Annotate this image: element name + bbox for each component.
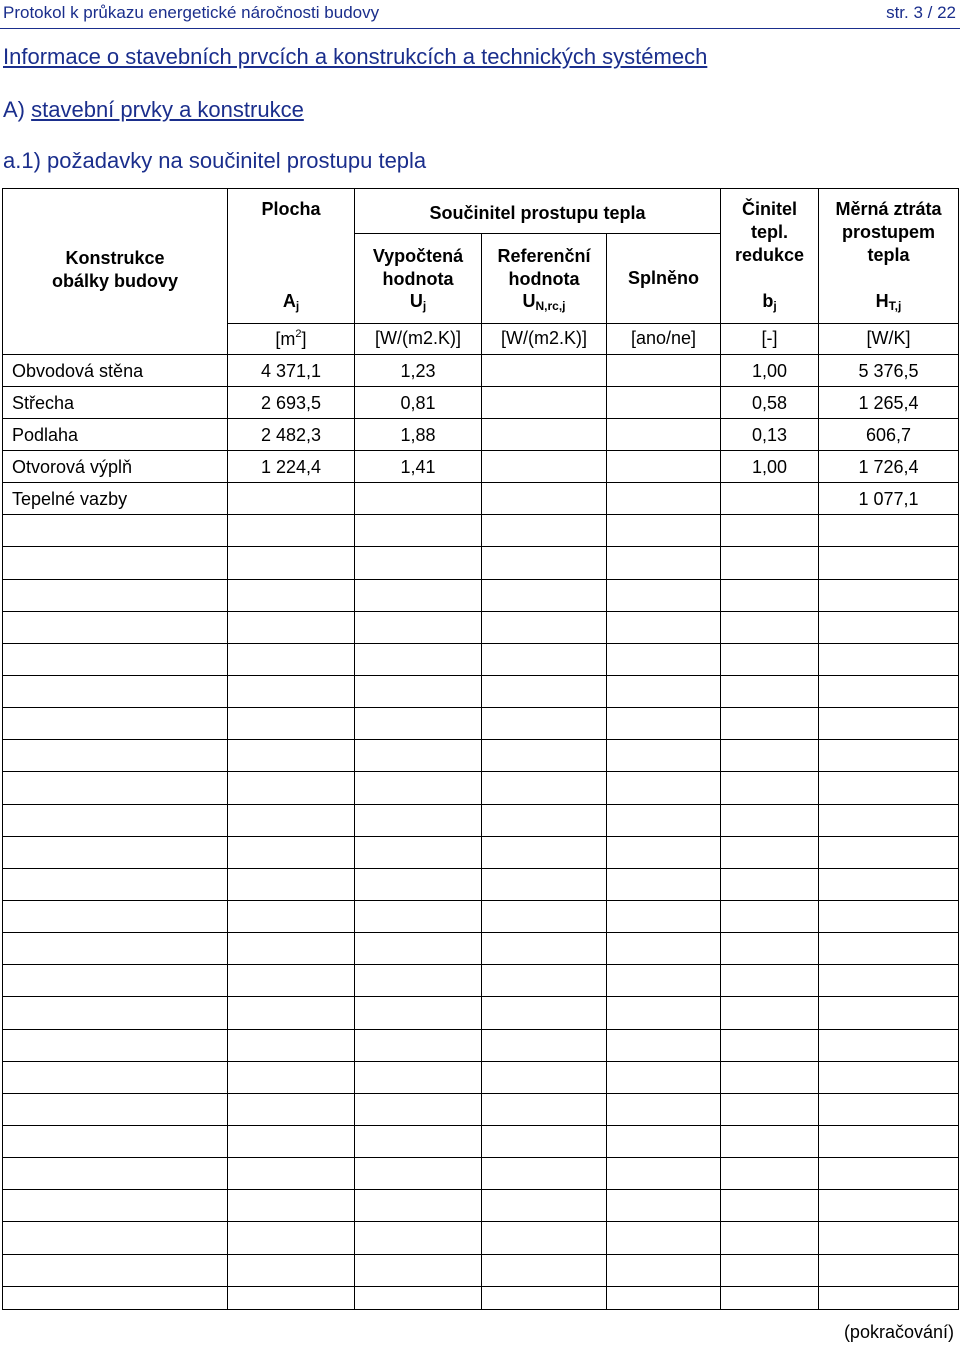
row-u: 1,88	[400, 425, 436, 445]
header-rule	[0, 28, 960, 29]
col-header-vypoctena: Vypočtená hodnota	[372, 246, 464, 289]
row-b: 1,00	[751, 457, 788, 477]
row-h: 1 726,4	[858, 457, 919, 477]
col-header-merna: Měrná ztráta prostupem tepla	[835, 199, 942, 265]
row-h: 606,7	[865, 425, 912, 445]
row-b: 0,58	[751, 393, 788, 413]
row-u: 0,81	[400, 393, 436, 413]
subsection-heading: a.1) požadavky na součinitel prostupu tepla	[3, 148, 427, 173]
col-header-referencni-symbol	[482, 290, 606, 318]
main-heading: Informace o stavebních prvcích a konstrukcích a technických systémech	[3, 44, 708, 69]
unit-plocha-pre: [m	[275, 329, 296, 349]
plocha-symbol: A	[282, 291, 296, 311]
row-plocha: 1 224,4	[260, 457, 322, 477]
unit-vypoctena: [W/(m2.K)]	[375, 328, 461, 348]
row-h: 5 376,5	[858, 361, 919, 381]
unit-plocha	[228, 328, 354, 350]
soucinitel-label: Součinitel prostupu tepla	[429, 203, 646, 223]
vypoctena-symbol: U	[409, 291, 423, 311]
col-header-soucinitel	[355, 202, 720, 225]
cinitel-subscript: j	[773, 299, 777, 313]
page-number: str. 3 / 22	[886, 3, 956, 22]
row-h: 1 077,1	[858, 489, 919, 509]
unit-merna: [W/K]	[866, 328, 911, 348]
continuation-note: (pokračování)	[843, 1322, 954, 1342]
section-prefix: A)	[3, 97, 32, 122]
merna-symbol: H	[875, 291, 889, 311]
row-u: 1,23	[400, 361, 436, 381]
unit-cinitel: [-]	[761, 328, 778, 348]
row-konstrukce: Tepelné vazby	[12, 489, 128, 509]
unit-plocha-sup: 2	[295, 328, 302, 340]
unit-splneno: [ano/ne]	[630, 328, 697, 348]
row-plocha: 2 482,3	[260, 425, 322, 445]
unit-plocha-post: ]	[301, 329, 307, 349]
col-header-splneno: Splněno	[628, 268, 699, 288]
unit-referencni: [W/(m2.K)]	[501, 328, 587, 348]
section-heading	[3, 97, 304, 123]
page-header-title: Protokol k průkazu energetické náročnosti budovy	[3, 3, 380, 22]
col-header-plocha: Plocha	[261, 199, 321, 219]
merna-subscript: T,j	[888, 299, 902, 313]
referencni-subscript: N,rc,j	[535, 299, 566, 313]
row-b: 1,00	[751, 361, 788, 381]
cinitel-symbol: b	[762, 291, 774, 311]
row-konstrukce: Otvorová výplň	[12, 457, 133, 477]
row-plocha: 4 371,1	[260, 361, 322, 381]
row-konstrukce: Podlaha	[12, 425, 79, 445]
col-header-cinitel-symbol	[721, 290, 818, 318]
row-konstrukce: Střecha	[12, 393, 75, 413]
vypoctena-subscript: j	[422, 299, 427, 313]
col-header-referencni: Referenční hodnota	[497, 246, 591, 289]
plocha-subscript: j	[295, 299, 300, 313]
row-b: 0,13	[751, 425, 788, 445]
col-header-plocha-symbol	[228, 290, 354, 318]
col-header-merna-symbol	[819, 290, 958, 318]
row-h: 1 265,4	[858, 393, 919, 413]
row-u: 1,41	[400, 457, 436, 477]
referencni-symbol: U	[522, 291, 536, 311]
col-header-cinitel: Činitel tepl. redukce	[734, 199, 805, 265]
section-title: stavební prvky a konstrukce	[31, 97, 304, 122]
row-plocha: 2 693,5	[260, 393, 322, 413]
col-header-vypoctena-symbol	[355, 290, 481, 318]
row-konstrukce: Obvodová stěna	[12, 361, 144, 381]
col-header-konstrukce: Konstrukce obálky budovy	[51, 248, 179, 291]
